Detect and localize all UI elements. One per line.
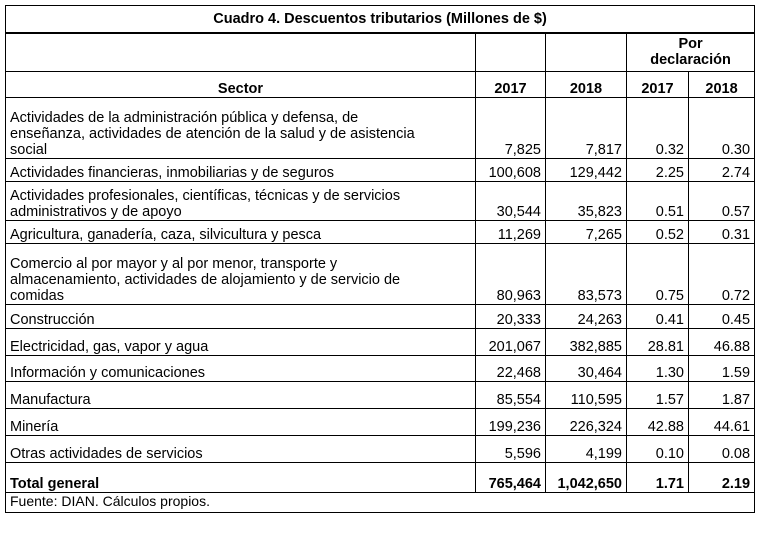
header-blank	[6, 33, 476, 71]
value-cell-v2017: 85,554	[476, 381, 546, 408]
value-cell-d2018: 0.72	[689, 243, 755, 304]
value-cell-d2018: 0.45	[689, 304, 755, 328]
sector-line: Actividades de la administración pública y defensa, de	[10, 109, 359, 126]
sector-line: Actividades profesionales, científicas, técnicas y de servicios	[10, 187, 401, 204]
sector-line: Información y comunicaciones	[10, 364, 206, 381]
value-cell-d2018: 1.59	[689, 355, 755, 381]
value-cell-d2017: 1.30	[627, 355, 689, 381]
total-row	[6, 462, 755, 492]
header-decl-2018: 2018	[689, 71, 755, 97]
value-cell-v2017: 201,067	[476, 328, 546, 355]
sector-line: administrativos y de apoyo	[10, 203, 182, 220]
sector-line: Comercio al por mayor y al por menor, transporte y	[10, 255, 338, 272]
value-cell-d2018: 44.61	[689, 408, 755, 435]
sector-line: Electricidad, gas, vapor y agua	[10, 338, 209, 355]
sector-line: Actividades financieras, inmobiliarias y de seguros	[10, 164, 334, 181]
total-value-v2017: 765,464	[476, 462, 546, 492]
value-cell-d2017: 42.88	[627, 408, 689, 435]
table-row	[6, 381, 755, 408]
table-row	[6, 355, 755, 381]
sector-line: Agricultura, ganadería, caza, silvicultura y pesca	[10, 226, 322, 243]
sector-line: comidas	[10, 287, 64, 304]
value-cell-d2017: 0.41	[627, 304, 689, 328]
header-group-per-declaration	[627, 33, 755, 71]
sector-line: enseñanza, actividades de atención de la salud y de asistencia	[10, 125, 415, 142]
value-cell-d2018: 2.74	[689, 158, 755, 181]
sector-cell	[6, 158, 476, 181]
value-cell-d2018: 0.31	[689, 220, 755, 243]
value-cell-v2018: 83,573	[546, 243, 627, 304]
total-label: Total general	[6, 462, 476, 492]
sector-cell	[6, 304, 476, 328]
value-cell-d2017: 28.81	[627, 328, 689, 355]
value-cell-d2017: 2.25	[627, 158, 689, 181]
value-cell-d2018: 0.57	[689, 181, 755, 220]
header-blank	[546, 33, 627, 71]
sector-cell	[6, 243, 476, 304]
table-title: Cuadro 4. Descuentos tributarios (Millones de $)	[6, 6, 755, 34]
table-row	[6, 181, 755, 220]
sector-line: Otras actividades de servicios	[10, 445, 203, 462]
value-cell-v2017: 11,269	[476, 220, 546, 243]
value-cell-v2018: 7,817	[546, 97, 627, 158]
table-row	[6, 408, 755, 435]
table-row	[6, 304, 755, 328]
header-decl-2017: 2017	[627, 71, 689, 97]
table-row	[6, 243, 755, 304]
sector-cell	[6, 381, 476, 408]
header-blank	[476, 33, 546, 71]
sector-cell	[6, 435, 476, 462]
value-cell-d2017: 0.10	[627, 435, 689, 462]
value-cell-d2018: 1.87	[689, 381, 755, 408]
tax-discounts-table	[5, 5, 755, 513]
value-cell-v2018: 129,442	[546, 158, 627, 181]
sector-line: Manufactura	[10, 391, 91, 408]
source-note: Fuente: DIAN. Cálculos propios.	[6, 492, 755, 512]
value-cell-v2018: 382,885	[546, 328, 627, 355]
sector-cell	[6, 408, 476, 435]
table-row	[6, 435, 755, 462]
value-cell-v2018: 30,464	[546, 355, 627, 381]
header-group-label-1: Por	[678, 36, 703, 53]
table-container	[5, 5, 755, 513]
value-cell-v2017: 7,825	[476, 97, 546, 158]
value-cell-d2018: 0.30	[689, 97, 755, 158]
value-cell-d2018: 46.88	[689, 328, 755, 355]
table-row	[6, 158, 755, 181]
table-row	[6, 328, 755, 355]
sector-line: almacenamiento, actividades de alojamiento y de servicio de	[10, 271, 401, 288]
total-value-d2018: 2.19	[689, 462, 755, 492]
value-cell-v2018: 226,324	[546, 408, 627, 435]
total-value-d2017: 1.71	[627, 462, 689, 492]
table-row	[6, 220, 755, 243]
value-cell-v2017: 22,468	[476, 355, 546, 381]
total-value-v2018: 1,042,650	[546, 462, 627, 492]
value-cell-v2017: 5,596	[476, 435, 546, 462]
value-cell-v2017: 199,236	[476, 408, 546, 435]
sector-cell	[6, 355, 476, 381]
header-sector: Sector	[6, 71, 476, 97]
value-cell-v2018: 110,595	[546, 381, 627, 408]
value-cell-v2018: 4,199	[546, 435, 627, 462]
value-cell-v2018: 24,263	[546, 304, 627, 328]
header-2017: 2017	[476, 71, 546, 97]
sector-cell	[6, 220, 476, 243]
value-cell-d2017: 1.57	[627, 381, 689, 408]
value-cell-v2018: 7,265	[546, 220, 627, 243]
value-cell-d2017: 0.32	[627, 97, 689, 158]
value-cell-d2017: 0.51	[627, 181, 689, 220]
value-cell-d2017: 0.75	[627, 243, 689, 304]
header-2018: 2018	[546, 71, 627, 97]
value-cell-v2017: 100,608	[476, 158, 546, 181]
table-row	[6, 97, 755, 158]
value-cell-d2018: 0.08	[689, 435, 755, 462]
value-cell-d2017: 0.52	[627, 220, 689, 243]
value-cell-v2017: 80,963	[476, 243, 546, 304]
value-cell-v2017: 30,544	[476, 181, 546, 220]
sector-line: Minería	[10, 418, 59, 435]
header-group-label-2: declaración	[650, 52, 731, 69]
sector-cell	[6, 97, 476, 158]
value-cell-v2017: 20,333	[476, 304, 546, 328]
sector-line: Construcción	[10, 311, 95, 328]
sector-line: social	[10, 141, 48, 158]
sector-cell	[6, 181, 476, 220]
value-cell-v2018: 35,823	[546, 181, 627, 220]
source-row	[6, 492, 755, 512]
sector-cell	[6, 328, 476, 355]
